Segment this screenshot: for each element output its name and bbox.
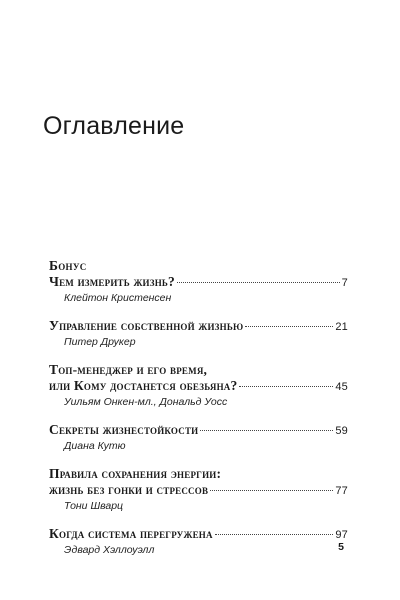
toc-entry-author: Клейтон Кристенсен xyxy=(64,292,172,304)
toc-entry-page: 21 xyxy=(335,321,348,333)
dot-leader xyxy=(215,534,334,535)
toc-entry-title: или Кому достанется обезьяна? xyxy=(49,378,238,393)
dot-leader xyxy=(177,282,340,283)
toc-entry-page: 45 xyxy=(335,381,348,393)
toc-entry[interactable] xyxy=(49,318,348,349)
dot-leader xyxy=(239,386,333,387)
toc-entry-title: Чем измерить жизнь? xyxy=(49,274,176,289)
toc-entry-title: Правила сохранения энергии: xyxy=(49,466,222,481)
section-heading: Бонус xyxy=(49,258,87,273)
toc-entry[interactable] xyxy=(49,362,348,409)
dot-leader xyxy=(245,326,333,327)
page-number: 5 xyxy=(338,541,344,553)
toc-entry-line xyxy=(49,466,348,482)
toc-entry-title: жизнь без гонки и стрессов xyxy=(49,482,209,497)
toc-entry[interactable] xyxy=(49,466,348,513)
toc-entry-line xyxy=(49,378,348,395)
dot-leader xyxy=(210,490,333,491)
toc-entry-author: Питер Друкер xyxy=(64,336,136,348)
toc-entry-title: Управление собственной жизнью xyxy=(49,318,244,333)
toc-entry-page: 59 xyxy=(335,425,348,437)
toc-entry[interactable] xyxy=(49,422,348,453)
toc-entry-line xyxy=(49,274,348,291)
toc-entry-title: Топ-менеджер и его время, xyxy=(49,362,208,377)
toc-entry-page: 77 xyxy=(335,485,348,497)
toc-entry-author: Тони Шварц xyxy=(64,500,124,512)
toc-entry-line xyxy=(49,362,348,378)
page-title: Оглавление xyxy=(43,112,185,140)
toc-entry-line xyxy=(49,482,348,499)
toc-entry-page: 97 xyxy=(335,529,348,541)
toc-entry-author: Эдвард Хэллоуэлл xyxy=(64,544,155,556)
toc-entry-title: Секреты жизнестойкости xyxy=(49,422,199,437)
toc-entry-line xyxy=(49,526,348,543)
toc-entry-author: Уильям Онкен-мл., Дональд Уосс xyxy=(64,396,228,408)
dot-leader xyxy=(200,430,333,431)
table-of-contents xyxy=(49,258,348,570)
toc-entry-author: Диана Кутю xyxy=(64,440,126,452)
toc-entry-line xyxy=(49,422,348,439)
toc-entry[interactable] xyxy=(49,274,348,305)
toc-entry-line xyxy=(49,318,348,335)
toc-entry-page: 7 xyxy=(341,277,348,289)
toc-entry[interactable] xyxy=(49,526,348,557)
toc-entry-title: Когда система перегружена xyxy=(49,526,213,541)
